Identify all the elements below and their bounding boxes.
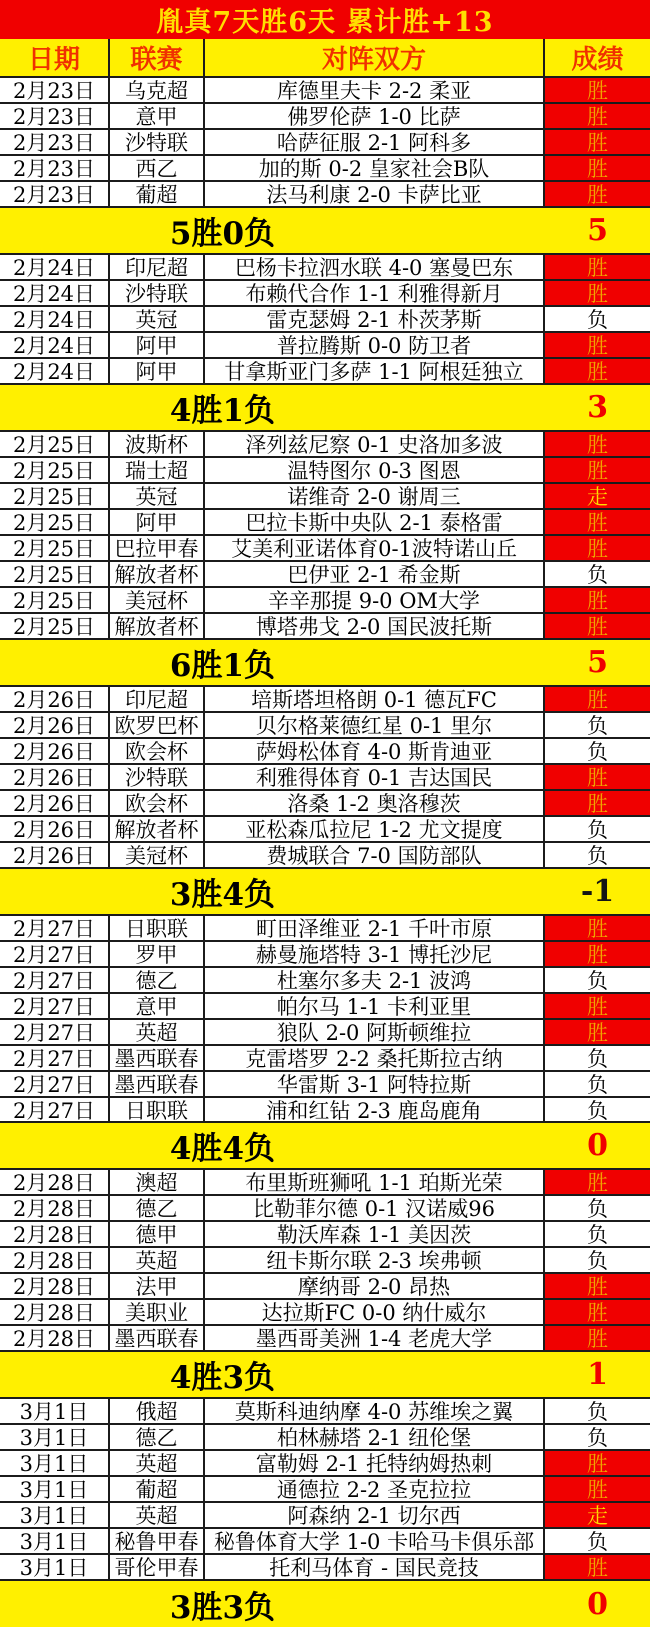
date-cell: 2月26日: [0, 713, 110, 739]
result-cell: 负: [545, 1098, 650, 1124]
league-cell: 西乙: [110, 156, 205, 182]
match-cell: 帕尔马 1-1 卡利亚里: [205, 994, 545, 1020]
match-cell: 利雅得体育 0-1 吉达国民: [205, 765, 545, 791]
date-cell: 2月27日: [0, 1098, 110, 1124]
league-cell: 美冠杯: [110, 588, 205, 614]
table-row: [0, 791, 650, 817]
result-cell: 胜: [545, 791, 650, 817]
league-cell: 巴拉甲春: [110, 536, 205, 562]
league-cell: 哥伦甲春: [110, 1555, 205, 1581]
match-cell: 墨西哥美洲 1-4 老虎大学: [205, 1326, 545, 1352]
league-cell: 乌克超: [110, 78, 205, 104]
match-cell: 佛罗伦萨 1-0 比萨: [205, 104, 545, 130]
match-cell: 狼队 2-0 阿斯顿维拉: [205, 1020, 545, 1046]
result-cell: 负: [545, 1399, 650, 1425]
result-cell: 胜: [545, 1300, 650, 1326]
table-row: [0, 1555, 650, 1581]
result-cell: 走: [545, 1503, 650, 1529]
league-cell: 英超: [110, 1248, 205, 1274]
result-cell: 胜: [545, 916, 650, 942]
league-cell: 德甲: [110, 1222, 205, 1248]
match-cell: 艾美利亚诺体育0-1波特诺山丘: [205, 536, 545, 562]
table-row: [0, 78, 650, 104]
match-cell: 勒沃库森 1-1 美因茨: [205, 1222, 545, 1248]
date-cell: 2月23日: [0, 130, 110, 156]
league-cell: 俄超: [110, 1399, 205, 1425]
result-cell: 负: [545, 739, 650, 765]
league-cell: 英超: [110, 1451, 205, 1477]
table-row: [0, 739, 650, 765]
league-cell: 解放者杯: [110, 562, 205, 588]
result-cell: 负: [545, 1196, 650, 1222]
table-row: [0, 255, 650, 281]
table-row: [0, 458, 650, 484]
date-cell: 2月26日: [0, 739, 110, 765]
table-row: [0, 333, 650, 359]
date-cell: 2月26日: [0, 843, 110, 869]
summary-label: 5胜0负: [169, 215, 276, 252]
date-cell: 2月28日: [0, 1222, 110, 1248]
date-cell: 3月1日: [0, 1451, 110, 1477]
result-cell: 胜: [545, 182, 650, 208]
date-cell: 2月25日: [0, 432, 110, 458]
table-row: [0, 281, 650, 307]
match-cell: 亚松森瓜拉尼 1-2 尤文提度: [205, 817, 545, 843]
summary-net: 1: [587, 1357, 608, 1393]
date-cell: 2月25日: [0, 536, 110, 562]
date-cell: 2月24日: [0, 255, 110, 281]
match-cell: 柏林赫塔 2-1 纽伦堡: [205, 1425, 545, 1451]
date-cell: 2月25日: [0, 484, 110, 510]
league-cell: 印尼超: [110, 687, 205, 713]
league-cell: 阿甲: [110, 359, 205, 385]
date-cell: 2月28日: [0, 1274, 110, 1300]
date-cell: 3月1日: [0, 1555, 110, 1581]
result-cell: 胜: [545, 687, 650, 713]
table-row: [0, 588, 650, 614]
date-cell: 2月23日: [0, 182, 110, 208]
table-row: [0, 1399, 650, 1425]
match-cell: 洛桑 1-2 奥洛穆茨: [205, 791, 545, 817]
match-cell: 赫曼施塔特 3-1 博托沙尼: [205, 942, 545, 968]
date-cell: 2月28日: [0, 1300, 110, 1326]
match-cell: 杜塞尔多夫 2-1 波鸿: [205, 968, 545, 994]
league-cell: 德乙: [110, 1425, 205, 1451]
match-cell: 町田泽维亚 2-1 千叶市原: [205, 916, 545, 942]
summary-label: 3胜4负: [169, 876, 276, 913]
table-header: [0, 39, 650, 78]
league-cell: 欧罗巴杯: [110, 713, 205, 739]
summary-label: 4胜1负: [169, 392, 276, 429]
result-cell: 负: [545, 1046, 650, 1072]
result-cell: 胜: [545, 510, 650, 536]
match-cell: 巴杨卡拉泗水联 4-0 塞曼巴东: [205, 255, 545, 281]
summary-net: 5: [587, 212, 608, 248]
result-cell: 胜: [545, 536, 650, 562]
match-cell: 华雷斯 3-1 阿特拉斯: [205, 1072, 545, 1098]
table-row: [0, 562, 650, 588]
result-cell: 负: [545, 1072, 650, 1098]
league-cell: 墨西联春: [110, 1072, 205, 1098]
match-cell: 辛辛那提 9-0 OM大学: [205, 588, 545, 614]
header-result: 成绩: [545, 39, 650, 78]
league-cell: 英冠: [110, 307, 205, 333]
league-cell: 罗甲: [110, 942, 205, 968]
result-cell: 胜: [545, 255, 650, 281]
result-cell: 胜: [545, 156, 650, 182]
result-cell: 负: [545, 307, 650, 333]
result-cell: 负: [545, 1222, 650, 1248]
table-row: [0, 130, 650, 156]
league-cell: 意甲: [110, 994, 205, 1020]
summary-label: 6胜1负: [169, 647, 276, 684]
match-cell: 雷克瑟姆 2-1 朴茨茅斯: [205, 307, 545, 333]
result-cell: 胜: [545, 614, 650, 640]
table-row: [0, 1098, 650, 1124]
date-cell: 2月25日: [0, 458, 110, 484]
date-cell: 2月26日: [0, 687, 110, 713]
match-cell: 布赖代合作 1-1 利雅得新月: [205, 281, 545, 307]
match-cell: 富勒姆 2-1 托特纳姆热刺: [205, 1451, 545, 1477]
league-cell: 意甲: [110, 104, 205, 130]
match-cell: 库德里夫卡 2-2 柔亚: [205, 78, 545, 104]
result-cell: 负: [545, 817, 650, 843]
league-cell: 墨西联春: [110, 1046, 205, 1072]
league-cell: 瑞士超: [110, 458, 205, 484]
date-cell: 2月25日: [0, 562, 110, 588]
date-cell: 2月26日: [0, 765, 110, 791]
league-cell: 解放者杯: [110, 817, 205, 843]
date-cell: 3月1日: [0, 1425, 110, 1451]
date-cell: 2月26日: [0, 817, 110, 843]
date-cell: 2月24日: [0, 333, 110, 359]
table-row: [0, 1072, 650, 1098]
league-cell: 美职业: [110, 1300, 205, 1326]
league-cell: 秘鲁甲春: [110, 1529, 205, 1555]
result-cell: 胜: [545, 130, 650, 156]
match-cell: 法马利康 2-0 卡萨比亚: [205, 182, 545, 208]
table-row: [0, 968, 650, 994]
table-row: [0, 817, 650, 843]
header-league: 联赛: [110, 39, 205, 78]
date-cell: 2月24日: [0, 307, 110, 333]
league-cell: 印尼超: [110, 255, 205, 281]
league-cell: 沙特联: [110, 130, 205, 156]
table-row: [0, 1046, 650, 1072]
table-row: [0, 942, 650, 968]
league-cell: 沙特联: [110, 281, 205, 307]
table-row: [0, 1222, 650, 1248]
league-cell: 墨西联春: [110, 1326, 205, 1352]
date-cell: 2月27日: [0, 1072, 110, 1098]
league-cell: 澳超: [110, 1170, 205, 1196]
league-cell: 解放者杯: [110, 614, 205, 640]
match-cell: 托利马体育 - 国民竞技: [205, 1555, 545, 1581]
match-cell: 泽列兹尼察 0-1 史洛加多波: [205, 432, 545, 458]
date-cell: 2月28日: [0, 1326, 110, 1352]
table-row: [0, 182, 650, 208]
match-cell: 莫斯科迪纳摩 4-0 苏维埃之翼: [205, 1399, 545, 1425]
table-row: [0, 1451, 650, 1477]
date-cell: 3月1日: [0, 1529, 110, 1555]
league-cell: 日职联: [110, 1098, 205, 1124]
result-cell: 胜: [545, 1020, 650, 1046]
table-row: [0, 1170, 650, 1196]
league-cell: 欧会杯: [110, 739, 205, 765]
date-cell: 2月28日: [0, 1170, 110, 1196]
table-row: [0, 687, 650, 713]
table-row: [0, 614, 650, 640]
date-cell: 2月27日: [0, 994, 110, 1020]
date-cell: 3月1日: [0, 1477, 110, 1503]
date-cell: 2月25日: [0, 614, 110, 640]
result-cell: 胜: [545, 1170, 650, 1196]
result-cell: 胜: [545, 1451, 650, 1477]
result-cell: 负: [545, 562, 650, 588]
date-cell: 2月23日: [0, 156, 110, 182]
match-cell: 阿森纳 2-1 切尔西: [205, 1503, 545, 1529]
result-cell: 胜: [545, 333, 650, 359]
match-cell: 普拉腾斯 0-0 防卫者: [205, 333, 545, 359]
league-cell: 欧会杯: [110, 791, 205, 817]
match-cell: 巴伊亚 2-1 希金斯: [205, 562, 545, 588]
date-cell: 3月1日: [0, 1399, 110, 1425]
result-cell: 负: [545, 713, 650, 739]
result-cell: 胜: [545, 359, 650, 385]
date-cell: 2月27日: [0, 916, 110, 942]
table-row: [0, 916, 650, 942]
table-row: [0, 510, 650, 536]
match-cell: 布里斯班狮吼 1-1 珀斯光荣: [205, 1170, 545, 1196]
match-cell: 秘鲁体育大学 1-0 卡哈马卡俱乐部: [205, 1529, 545, 1555]
result-cell: 负: [545, 1425, 650, 1451]
summary-net: 5: [587, 644, 608, 680]
date-cell: 3月1日: [0, 1503, 110, 1529]
table-row: [0, 1326, 650, 1352]
result-cell: 负: [545, 968, 650, 994]
result-cell: 胜: [545, 104, 650, 130]
date-cell: 2月26日: [0, 791, 110, 817]
result-cell: 胜: [545, 1477, 650, 1503]
result-cell: 胜: [545, 1555, 650, 1581]
result-cell: 胜: [545, 765, 650, 791]
date-cell: 2月24日: [0, 281, 110, 307]
date-cell: 2月28日: [0, 1196, 110, 1222]
table-row: [0, 536, 650, 562]
league-cell: 英超: [110, 1503, 205, 1529]
league-cell: 法甲: [110, 1274, 205, 1300]
league-cell: 阿甲: [110, 510, 205, 536]
table-row: [0, 484, 650, 510]
table-row: [0, 1529, 650, 1555]
table-row: [0, 843, 650, 869]
date-cell: 2月24日: [0, 359, 110, 385]
summary-net: 3: [587, 389, 608, 425]
league-cell: 英超: [110, 1020, 205, 1046]
table-row: [0, 713, 650, 739]
summary-net: 0: [587, 1586, 608, 1622]
match-cell: 博塔弗戈 2-0 国民波托斯: [205, 614, 545, 640]
date-cell: 2月25日: [0, 588, 110, 614]
league-cell: 日职联: [110, 916, 205, 942]
table-row: [0, 1425, 650, 1451]
table-row: [0, 1274, 650, 1300]
result-cell: 胜: [545, 432, 650, 458]
table-row: [0, 1196, 650, 1222]
match-cell: 诺维奇 2-0 谢周三: [205, 484, 545, 510]
table-row: [0, 765, 650, 791]
match-cell: 比勒菲尔德 0-1 汉诺威96: [205, 1196, 545, 1222]
table-row: [0, 307, 650, 333]
table-row: [0, 1477, 650, 1503]
date-cell: 2月27日: [0, 942, 110, 968]
table-row: [0, 432, 650, 458]
date-cell: 2月27日: [0, 968, 110, 994]
summary-row: [0, 1123, 650, 1170]
league-cell: 沙特联: [110, 765, 205, 791]
table-row: [0, 1503, 650, 1529]
table-row: [0, 1300, 650, 1326]
result-cell: 胜: [545, 994, 650, 1020]
summary-net: 0: [587, 1128, 608, 1164]
match-cell: 甘拿斯亚门多萨 1-1 阿根廷独立: [205, 359, 545, 385]
league-cell: 波斯杯: [110, 432, 205, 458]
result-cell: 走: [545, 484, 650, 510]
date-cell: 2月23日: [0, 104, 110, 130]
match-cell: 通德拉 2-2 圣克拉拉: [205, 1477, 545, 1503]
result-cell: 胜: [545, 281, 650, 307]
league-cell: 德乙: [110, 968, 205, 994]
table-row: [0, 104, 650, 130]
header-date: 日期: [0, 39, 110, 78]
table-row: [0, 156, 650, 182]
league-cell: 葡超: [110, 182, 205, 208]
match-cell: 萨姆松体育 4-0 斯肯迪亚: [205, 739, 545, 765]
match-cell: 克雷塔罗 2-2 桑托斯拉古纳: [205, 1046, 545, 1072]
table-row: [0, 994, 650, 1020]
date-cell: 2月25日: [0, 510, 110, 536]
match-cell: 哈萨征服 2-1 阿科多: [205, 130, 545, 156]
summary-label: 4胜3负: [169, 1360, 276, 1397]
result-cell: 胜: [545, 1274, 650, 1300]
result-cell: 胜: [545, 78, 650, 104]
match-cell: 费城联合 7-0 国防部队: [205, 843, 545, 869]
summary-label: 4胜4负: [169, 1131, 276, 1168]
page-title: 胤真7天胜6天 累计胜+13: [0, 0, 650, 39]
match-cell: 达拉斯FC 0-0 纳什威尔: [205, 1300, 545, 1326]
result-cell: 胜: [545, 458, 650, 484]
result-cell: 胜: [545, 1326, 650, 1352]
summary-row: [0, 208, 650, 255]
summary-net: -1: [580, 873, 615, 909]
date-cell: 2月23日: [0, 78, 110, 104]
match-cell: 培斯塔坦格朗 0-1 德瓦FC: [205, 687, 545, 713]
match-cell: 贝尔格莱德红星 0-1 里尔: [205, 713, 545, 739]
match-cell: 加的斯 0-2 皇家社会B队: [205, 156, 545, 182]
league-cell: 阿甲: [110, 333, 205, 359]
summary-row: [0, 385, 650, 432]
header-matchup: 对阵双方: [205, 39, 545, 78]
date-cell: 2月27日: [0, 1020, 110, 1046]
summary-row: [0, 640, 650, 687]
match-cell: 纽卡斯尔联 2-3 埃弗顿: [205, 1248, 545, 1274]
match-cell: 巴拉卡斯中央队 2-1 泰格雷: [205, 510, 545, 536]
summary-row: [0, 1352, 650, 1399]
table-row: [0, 1248, 650, 1274]
result-cell: 负: [545, 1529, 650, 1555]
date-cell: 2月28日: [0, 1248, 110, 1274]
summary-row: [0, 1581, 650, 1627]
table-row: [0, 1020, 650, 1046]
result-cell: 负: [545, 843, 650, 869]
match-cell: 浦和红钻 2-3 鹿岛鹿角: [205, 1098, 545, 1124]
result-cell: 负: [545, 1248, 650, 1274]
league-cell: 英冠: [110, 484, 205, 510]
match-cell: 摩纳哥 2-0 昂热: [205, 1274, 545, 1300]
league-cell: 美冠杯: [110, 843, 205, 869]
result-cell: 胜: [545, 942, 650, 968]
match-cell: 温特图尔 0-3 图恩: [205, 458, 545, 484]
league-cell: 德乙: [110, 1196, 205, 1222]
league-cell: 葡超: [110, 1477, 205, 1503]
date-cell: 2月27日: [0, 1046, 110, 1072]
table-row: [0, 359, 650, 385]
result-cell: 胜: [545, 588, 650, 614]
summary-row: [0, 869, 650, 916]
summary-label: 3胜3负: [169, 1589, 276, 1626]
